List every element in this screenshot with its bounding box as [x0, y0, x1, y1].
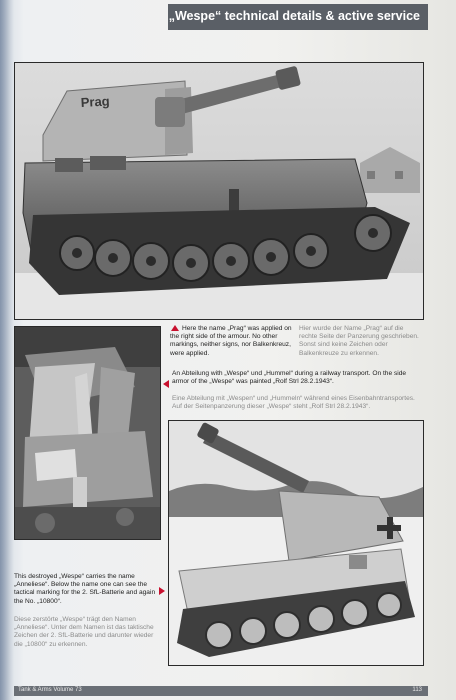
caption-prag-en: Here the name „Prag“ was applied on the right side of the armour. No other markings, neither signs, nor Balkenkreuz, were applied.: [170, 325, 292, 357]
page-gutter-shadow: [0, 0, 14, 700]
photo-wespe-anneliese: [14, 326, 161, 540]
caption-railway-en: An Abteilung with „Wespe“ und „Hummel“ during a railway transport. On the side armor of the „Wespe“ was painted „Rolf Strl 28.2.1943“.: [172, 370, 407, 386]
caption-railway-de: Eine Abteilung mit „Wespen“ und „Hummeln“ während eines Eisenbahntransportes. Auf der Seitenpanzerung dieser „Wespe“ steht „Rolf Strl 28.2.1943“.: [172, 395, 415, 411]
caption-anneliese-de: Diese zerstörte „Wespe“ trägt den Namen „Anneliese“. Unter dem Namen ist das taktische Zeichen der 2. SfL-Batterie und darunter wieder die „10800“ zu erkennen.: [14, 616, 154, 648]
caption-prag-de: Hier wurde der Name „Prag“ auf die rechte Seite der Panzerung geschrieben. Sonst sind keine Zeichen oder Balkenkreuze zu erkennen.: [299, 325, 419, 357]
page-number: 113: [412, 687, 422, 693]
photo-wespe-prag: [14, 62, 424, 320]
page-title: „Wespe“ technical details & active service: [168, 9, 420, 23]
prag-marking: Prag: [80, 93, 111, 110]
caption-pointer-right: [159, 587, 165, 595]
photo-wespe-railway: [168, 420, 424, 666]
footer-series: Tank & Arms Volume 73: [18, 687, 82, 693]
section-header: [168, 4, 428, 30]
caption-pointer-left: [163, 380, 169, 388]
caption-anneliese-en: This destroyed „Wespe“ carries the name „Anneliese“. Below the name one can see the tactical marking for the 2. SfL-Batterie and again the No. „10800“.: [14, 573, 156, 605]
footer-bar: [14, 686, 428, 696]
